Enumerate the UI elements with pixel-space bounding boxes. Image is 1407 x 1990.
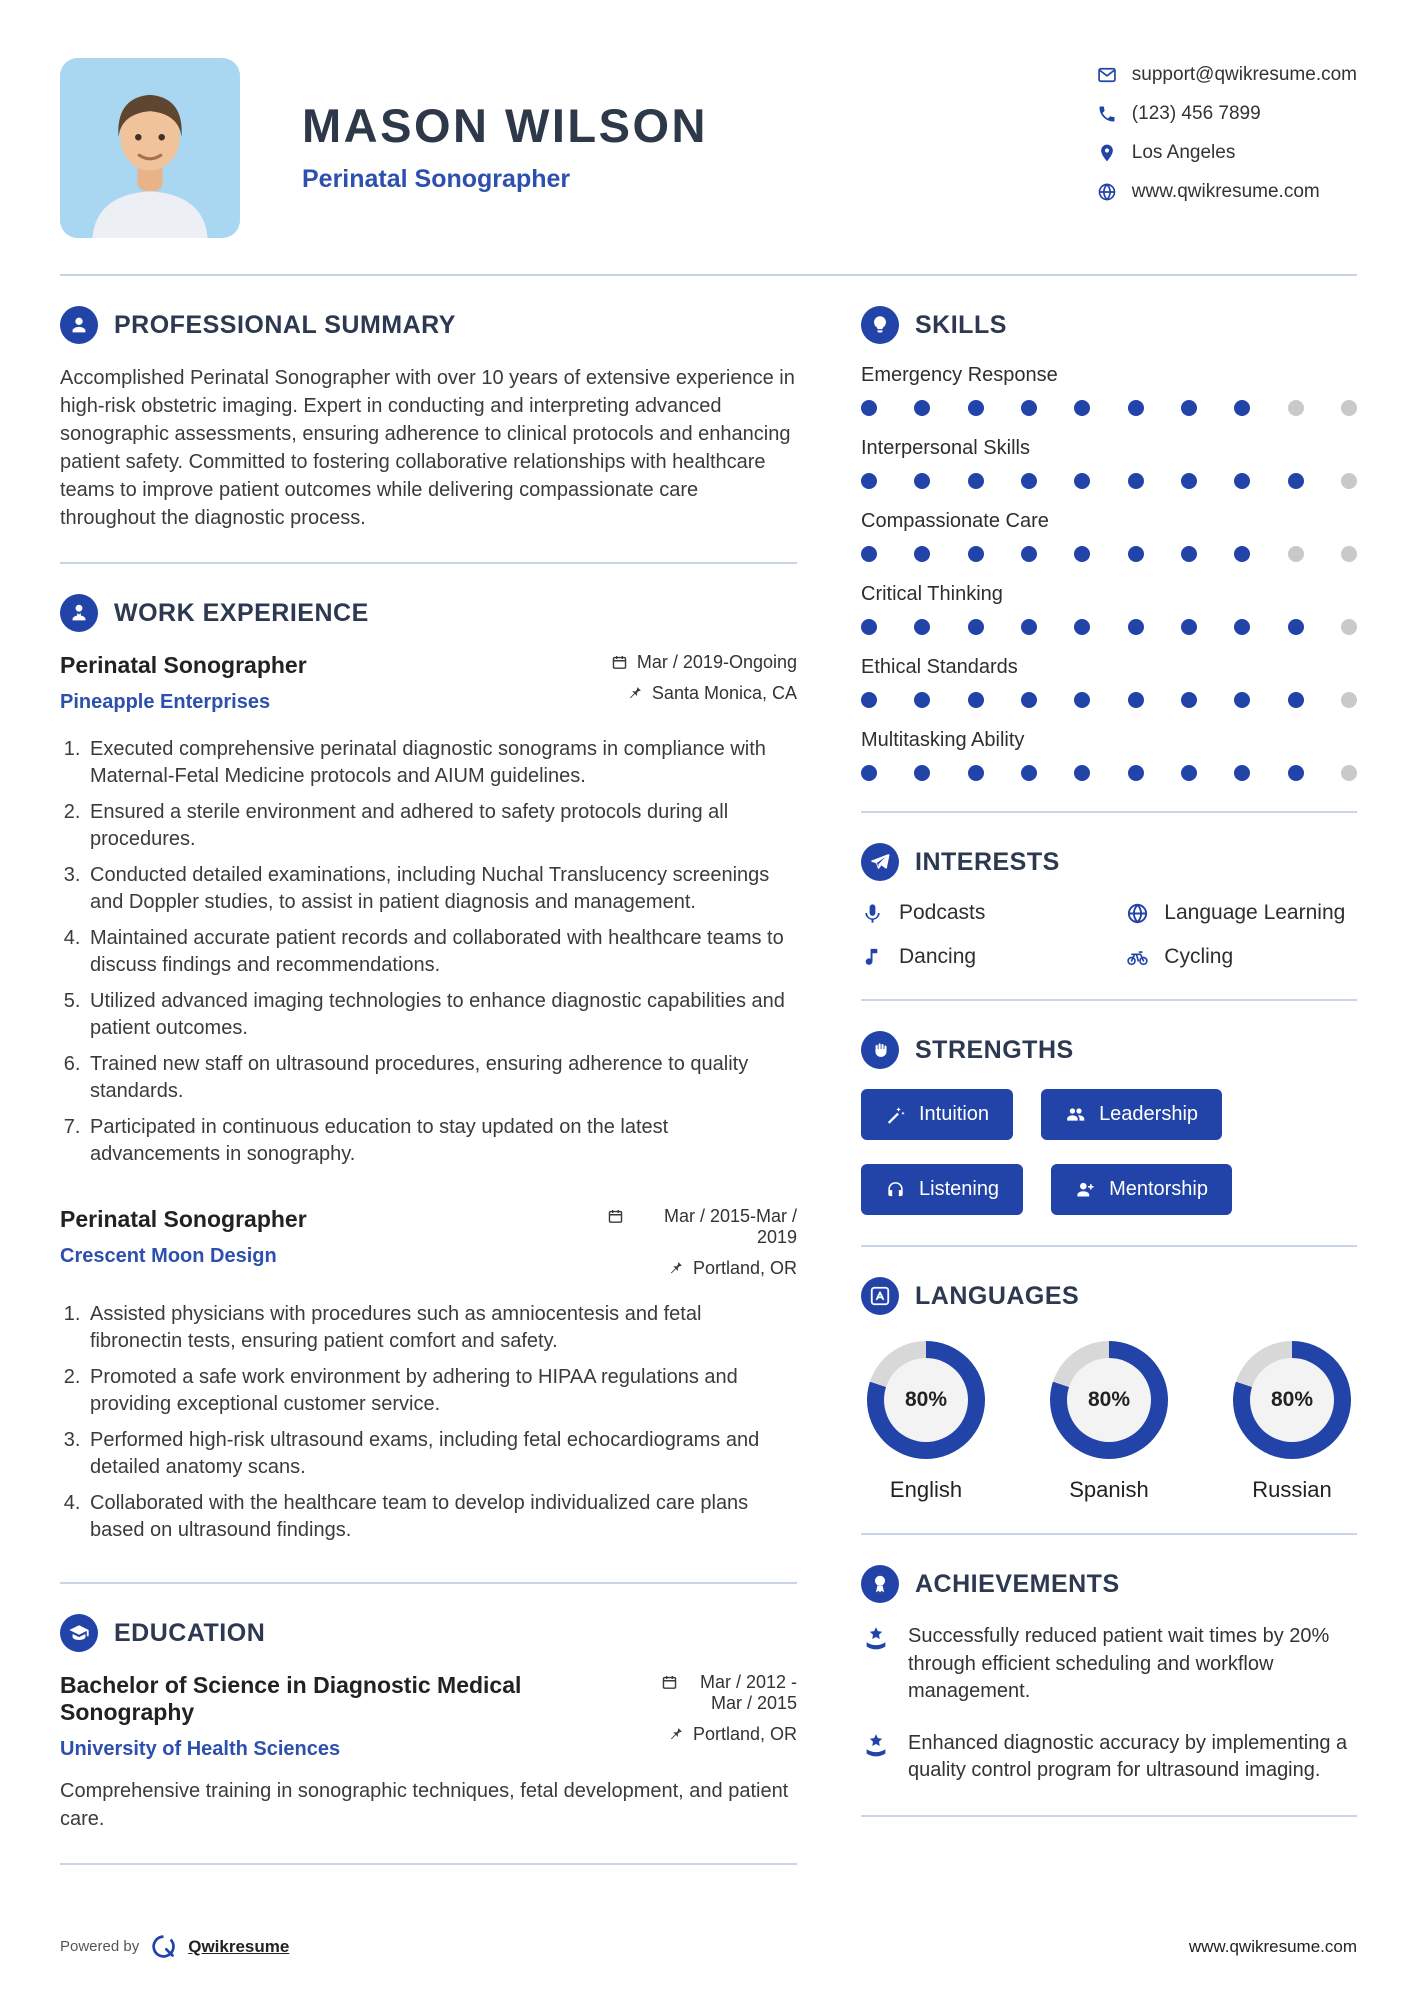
rating-dot [1341,619,1357,635]
contact-item [1097,142,1357,164]
degree-title: Bachelor of Science in Diagnostic Medical Sonography [60,1672,522,1725]
language-item [867,1341,985,1503]
globe-icon [1126,902,1149,925]
interest-item [861,945,1126,969]
rating-dot [861,619,877,635]
skill-row [861,437,1357,489]
footer-website-link[interactable]: www.qwikresume.com [1188,1936,1357,1956]
rating-dot [861,473,877,489]
interest-label: Podcasts [899,901,986,924]
strength-label: Intuition [919,1103,990,1125]
rating-dot [968,400,984,416]
person-tie-icon [60,594,98,632]
strength-badge [861,1089,1013,1140]
translate-icon [861,1277,899,1315]
contact-item[interactable] [1097,64,1357,86]
skill-row [861,656,1357,708]
interest-label: Dancing [899,945,977,968]
section-divider [861,811,1357,813]
job-bullet: 4. Maintained accurate patient records and collaborated with healthcare teams to discuss findings and recommendations. [86,925,797,979]
rating-dot [1234,619,1250,635]
rating-dot [1074,692,1090,708]
job-bullet: 3. Conducted detailed examinations, including Nuchal Translucency screenings and Doppler studies, to assist in patient diagnosis and management. [86,862,797,916]
section-languages [861,1277,1357,1503]
section-heading: LANGUAGES [915,1281,1080,1310]
rating-dot [1341,765,1357,781]
rating-dot [1181,546,1197,562]
person-icon [60,306,98,344]
job-bullet: 1. Assisted physicians with procedures such as amniocentesis and fetal fibronectin tests, ensuring patient comfort and safety. [86,1301,797,1355]
job-dates: Mar / 2015-Mar / 2019 [607,1206,797,1248]
rating-dot [1021,765,1037,781]
lightbulb-icon [861,306,899,344]
rating-dot [1234,546,1250,562]
section-divider [60,562,797,564]
wand-icon [885,1104,906,1125]
rating-dot [1128,473,1144,489]
interest-item [1126,945,1357,969]
globe-icon [1097,182,1117,202]
rating-dot [1234,400,1250,416]
achievement-item [861,1730,1357,1785]
microphone-icon [861,902,884,925]
powered-by-label: Powered by [60,1938,140,1955]
education-dates: Mar / 2012 - Mar / 2015 [661,1672,797,1714]
rating-dot [861,546,877,562]
job-entry [60,1206,797,1544]
rating-dot [1128,692,1144,708]
rating-dot [914,546,930,562]
rating-dot [1021,400,1037,416]
rating-dot [1288,546,1304,562]
education-description: Comprehensive training in sonographic techniques, fetal development, and patient care. [60,1780,789,1830]
skill-rating [861,400,1357,416]
left-column [60,306,797,1919]
rating-dot [1181,400,1197,416]
strength-list [861,1089,1357,1215]
rating-dot [1074,619,1090,635]
rating-dot [1074,765,1090,781]
rating-dot [1181,473,1197,489]
job-list [60,652,797,1544]
rating-dot [1341,400,1357,416]
interest-grid [861,901,1357,969]
rating-dot [1288,400,1304,416]
section-heading: WORK EXPERIENCE [114,598,369,627]
language-item [1233,1341,1351,1503]
job-company-link[interactable]: Pineapple Enterprises [60,691,271,713]
section-strengths [861,1031,1357,1215]
email-icon [1097,65,1117,85]
rating-dot [1234,692,1250,708]
page-footer [60,1919,1357,1960]
rating-dot [1128,619,1144,635]
job-bullet: 1. Executed comprehensive perinatal diagnostic sonograms in compliance with Maternal-Fetal Medicine protocols and AIUM guidelines. [86,736,797,790]
achievement-text: Successfully reduced patient wait times by 20% through efficient scheduling and workflow management. [908,1625,1330,1703]
rating-dot [968,692,984,708]
contact-text: Los Angeles [1131,142,1236,163]
qwikresume-logo-icon [150,1933,177,1960]
section-interests [861,843,1357,969]
job-bullet: 7. Participated in continuous education to stay updated on the latest advancements in sonography. [86,1114,797,1168]
rating-dot [1021,692,1037,708]
section-heading: SKILLS [915,310,1007,339]
rating-dot [914,765,930,781]
candidate-title: Perinatal Sonographer [302,165,571,193]
skill-row [861,583,1357,635]
language-donut [1233,1341,1351,1459]
rating-dot [1021,619,1037,635]
skill-rating [861,692,1357,708]
section-divider [861,1533,1357,1535]
achievement-text: Enhanced diagnostic accuracy by implementing a quality control program for ultrasound imaging. [908,1731,1348,1782]
interest-item [1126,901,1357,925]
education-location: Portland, OR [667,1724,797,1745]
section-divider [861,999,1357,1001]
skill-label: Emergency Response [861,364,1058,386]
section-heading: INTERESTS [915,847,1060,876]
profile-photo [60,58,240,238]
language-donut [867,1341,985,1459]
job-bullet: 4. Collaborated with the healthcare team to develop individualized care plans based on ultrasound findings. [86,1490,797,1544]
language-percent: 80% [1087,1388,1131,1411]
calendar-icon [611,654,628,671]
interest-item [861,901,1126,925]
phone-icon [1097,104,1117,124]
medal-icon [861,1565,899,1603]
section-achievements [861,1565,1357,1785]
section-heading: STRENGTHS [915,1035,1074,1064]
rating-dot [1021,473,1037,489]
job-bullet: 6. Trained new staff on ultrasound procedures, ensuring adherence to quality standards. [86,1051,797,1105]
content-columns [60,306,1357,1919]
language-list [861,1335,1357,1503]
rating-dot [968,546,984,562]
rating-dot [1341,692,1357,708]
identity-block [302,98,708,194]
language-percent: 80% [904,1388,948,1411]
rating-dot [1128,765,1144,781]
skill-rating [861,473,1357,489]
job-bullet: 2. Promoted a safe work environment by adhering to HIPAA regulations and providing exceptional customer service. [86,1364,797,1418]
star-hand-icon [861,1732,891,1762]
pushpin-icon [667,1726,684,1743]
summary-text: Accomplished Perinatal Sonographer with over 10 years of extensive experience in high-risk obstetric imaging. Expert in conducting and interpreting advanced sonographic assessments, ensuring adherence to clinical protocols and enhancing patient safety. Committed to fostering collaborative relationships with healthcare teams to improve patient outcomes while delivering compassionate care throughout the diagnostic process. [60,367,795,529]
job-dates: Mar / 2019-Ongoing [611,652,797,673]
strength-badge [861,1164,1023,1215]
pushpin-icon [667,1260,684,1277]
skill-label: Ethical Standards [861,656,1018,678]
rating-dot [1288,765,1304,781]
candidate-name: MASON WILSON [302,99,708,152]
people-icon [1065,1104,1086,1125]
calendar-icon [607,1208,624,1225]
rating-dot [1074,473,1090,489]
skill-rating [861,546,1357,562]
rating-dot [861,692,877,708]
rating-dot [1181,692,1197,708]
strength-label: Listening [919,1178,1000,1200]
language-percent: 80% [1270,1388,1314,1411]
section-education [60,1614,797,1833]
rating-dot [1234,473,1250,489]
calendar-icon [661,1674,678,1691]
strength-label: Leadership [1099,1103,1199,1125]
job-entry [60,652,797,1168]
powered-by-block [60,1933,289,1960]
contact-text: www.qwikresume.com [1131,181,1320,202]
strength-badge [1041,1089,1222,1140]
rating-dot [861,765,877,781]
job-location: Portland, OR [667,1258,797,1279]
skill-label: Multitasking Ability [861,729,1025,751]
rating-dot [1181,619,1197,635]
skill-rating [861,765,1357,781]
rating-dot [914,692,930,708]
language-label: English [889,1477,963,1502]
skill-row [861,729,1357,781]
language-donut [1050,1341,1168,1459]
header-divider [60,274,1357,276]
job-title: Perinatal Sonographer [60,652,307,678]
rating-dot [1128,546,1144,562]
rating-dot [1234,765,1250,781]
job-bullets [60,736,797,1168]
rating-dot [968,473,984,489]
rating-dot [1128,400,1144,416]
skill-row [861,364,1357,416]
graduation-cap-icon [60,1614,98,1652]
bicycle-icon [1126,946,1149,969]
skill-label: Interpersonal Skills [861,437,1030,459]
right-column [861,306,1357,1919]
job-company-link[interactable]: Crescent Moon Design [60,1245,277,1267]
section-work-experience [60,594,797,1544]
skill-label: Critical Thinking [861,583,1003,605]
job-title: Perinatal Sonographer [60,1206,307,1232]
section-skills [861,306,1357,781]
job-bullets [60,1301,797,1544]
person-plus-icon [1075,1179,1096,1200]
language-label: Spanish [1069,1477,1149,1502]
job-location: Santa Monica, CA [626,683,797,704]
job-bullet: 2. Ensured a sterile environment and adhered to safety protocols during all procedures. [86,799,797,853]
language-label: Russian [1252,1477,1332,1502]
job-bullet: 3. Performed high-risk ultrasound exams, including fetal echocardiograms and detailed anatomy scans. [86,1427,797,1481]
rating-dot [1021,546,1037,562]
section-divider [861,1815,1357,1817]
interest-label: Language Learning [1164,901,1346,924]
rating-dot [1181,765,1197,781]
rating-dot [1288,692,1304,708]
skill-row [861,510,1357,562]
rating-dot [968,619,984,635]
rating-dot [914,473,930,489]
strength-badge [1051,1164,1232,1215]
section-heading: ACHIEVEMENTS [915,1569,1120,1598]
skill-rating [861,619,1357,635]
strength-label: Mentorship [1109,1178,1208,1200]
rating-dot [1074,400,1090,416]
achievement-item [861,1623,1357,1706]
rating-dot [1341,546,1357,562]
job-bullet: 5. Utilized advanced imaging technologies to enhance diagnostic capabilities and patient outcomes. [86,988,797,1042]
achievement-list [861,1623,1357,1785]
skill-label: Compassionate Care [861,510,1049,532]
qwikresume-brand-link[interactable]: Qwikresume [188,1936,290,1956]
section-divider [60,1863,797,1865]
rating-dot [861,400,877,416]
music-note-icon [861,946,884,969]
interest-label: Cycling [1164,945,1234,968]
section-divider [60,1582,797,1584]
resume-header [60,58,1357,238]
contact-block [1097,64,1357,203]
section-divider [861,1245,1357,1247]
language-item [1050,1341,1168,1503]
rating-dot [1341,473,1357,489]
contact-item[interactable] [1097,181,1357,203]
contact-text: support@qwikresume.com [1131,64,1357,85]
rating-dot [968,765,984,781]
pushpin-icon [626,685,643,702]
section-heading: EDUCATION [114,1618,266,1647]
section-professional-summary [60,306,797,532]
location-icon [1097,143,1117,163]
headphones-icon [885,1179,906,1200]
skill-list [861,364,1357,781]
rating-dot [914,619,930,635]
rating-dot [914,400,930,416]
rating-dot [1288,473,1304,489]
section-heading: PROFESSIONAL SUMMARY [114,310,456,339]
rating-dot [1074,546,1090,562]
fist-icon [861,1031,899,1069]
school-link[interactable]: University of Health Sciences [60,1738,341,1760]
contact-item [1097,103,1357,125]
star-hand-icon [861,1625,891,1655]
contact-text: (123) 456 7899 [1131,103,1261,124]
paper-plane-icon [861,843,899,881]
rating-dot [1288,619,1304,635]
